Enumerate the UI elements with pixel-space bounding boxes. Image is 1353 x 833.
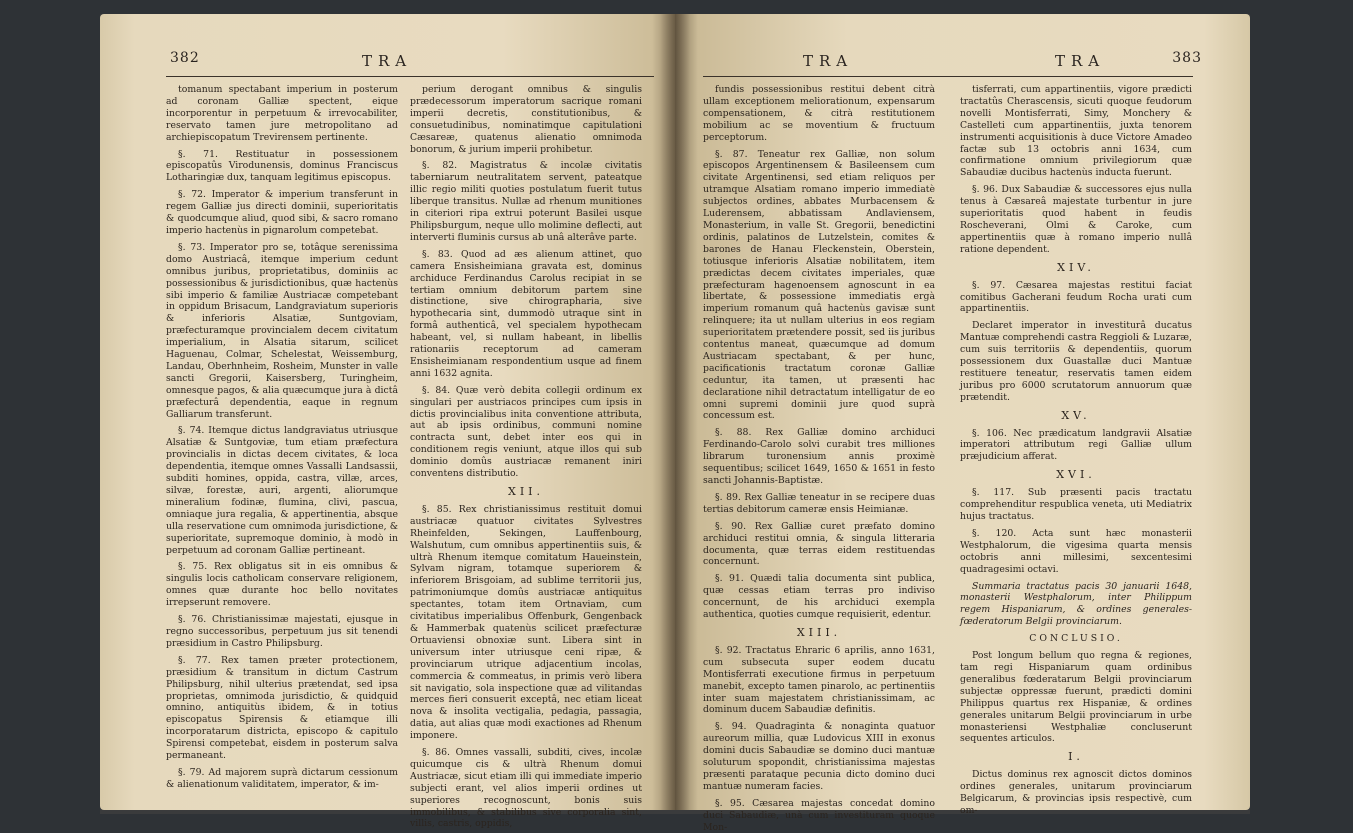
paragraph: §. 74. Itemque dictus landgraviatus utriusque Alsatiæ & Suntgoviæ, tum etiam præfectura provincialis in dictas decem civitates, & loca dependentia, itemque omnes Vassalli Landsassii, subditi homines, oppida, castra, villæ, arces, silvæ, forestæ, auri, argenti, aliorumque mineralium fodinæ, flumina, clivi, pascua, omniaque jura regalia, & appertinentia, absque ulla reservatione cum omnimoda jurisdictione, & superioritate, supremoque dominio, à modò in perpetuum ad coronam Galliæ pertineant.: [166, 425, 398, 556]
paragraph: §. 79. Ad majorem suprà dictarum cessionum & alienationum validitatem, imperator, & im-: [166, 766, 398, 790]
paragraph: §. 87. Teneatur rex Galliæ, non solum episcopos Argentinensem & Basileensem cum civitate Argentinensi, sed etiam reliquos per utramque Alsatiam romano imperio immediatè subjectos ordines, abbates Murbacensem & Luderensem, abbatissam Andlaviensem, Monasterium, in valle St. Gregorii, benedictini ordinis, palatinos de Lutzelstein, comites & barones de Hanau Fleckenstein, Oberstein, totiusque inferioris Alsatiæ nobilitatem, item prædictas decem civitates imperiales, quæ præfecturam hagenoensem agnoscunt in ea libertate, & possessione immediatis ergà imperium romanum quâ hactenùs gavisæ sunt relinquere; ita ut nullam ulterius in eos regiam superioritatem prætendere possit, sed iis juribus contentus maneat, quæcumque ad domum Austriacam spectabant, & per hunc, pacificationis tractatum coronæ Galliæ ceduntur, ita tamen, ut præsenti hac declaratione nihil detractatum intelligatur de eo omni supremi dominii jure quod suprà concessum est.: [703, 148, 935, 422]
paragraph: §. 89. Rex Galliæ teneatur in se recipere duas tertias debitorum cameræ ensis Heimianæ.: [703, 491, 935, 515]
section-heading: XV.: [1061, 408, 1091, 422]
book-spread: [100, 14, 1250, 833]
section-heading: XVI.: [1056, 468, 1096, 482]
paragraph: §. 85. Rex christianissimus restituit domui austriacæ quatuor civitates Sylvestres Rheinfelden, Sekingen, Lauffenbourg, Walshutum, cum omnibus appertinentiis suis, & ultrà Rhenum itemque comitatum Haueinstein, Sylvam nigram, totamque superiorem & inferiorem Brisgoiam, ad sublime territorii jus, patrimoniumque domûs austriacæ antiquitus spectantes, totam item Ortnaviam, cum civitatibus imperialibus Offenburk, Gengenback & Hammerbak quatenùs scilicet præfecturæ Ortuaviensi obnoxiæ sunt. Libera sint in universum inter utriusque ceni ripæ, & provinciarum utrique adjacentium incolas, commercia & commeatus, in primis verò libera sit navigatio, sola inspectione quæ ad vilitandas merces fieri consuerit exceptâ, nec etiam liceat nova & insolita vectigalia, pedagia, passagia, datia, aut alias quæ modi exactiones ad Rhenum imponere.: [410, 503, 642, 742]
left-page-number: 382: [170, 50, 200, 66]
right-page-header: [675, 50, 1250, 78]
paragraph: §. 76. Christianissimæ majestati, ejusque in regno successoribus, perpetuum jus sit tenendi præsidium in Castro Philipsburg.: [166, 614, 398, 649]
paragraph: §. 71. Restituatur in possessionem episcopatûs Virodunensis, dominus Franciscus Lotharingiæ dux, tanquam legitimus episcopus.: [166, 148, 398, 184]
paragraph: fundis possessionibus restitui debent citrà ullam exceptionem meliorationum, expensarum compensationem, & citrà restitutionem mobilium ac se moventium & fructuum perceptorum.: [703, 84, 935, 143]
paragraph: §. 120. Acta sunt hæc monasterii Westphalorum, die vigesima quarta mensis octobris anni millesimi, sexcentesimi quadragesimi octavi.: [960, 527, 1192, 575]
paragraph: §. 73. Imperator pro se, totâque serenissima domo Austriacâ, itemque imperium cedunt omnibus juribus, proprietatibus, dominiis ac possessionibus & jurisdictionibus, quæ hactenùs sibi imperio & familiæ Austriacæ competebant in oppidum Brisacum, Landgraviatum superioris & inferioris Alsatiæ, Suntgoviam, præfecturamque provincialem decem civitatum imperialium, in Alsatia sitarum, scilicet Haguenau, Colmar, Schelestat, Weissemburg, Landau, Oberhnheim, Rosheim, Munster in valle sancti Gregorii, Kaisersberg, Turingheim, omnesque pagos, & alia quæcumque jura à dictâ præfecturâ dependentia, eaque in regnum Galliarum transferunt.: [166, 241, 398, 420]
paragraph: tisferrati, cum appartinentiis, vigore prædicti tractatûs Cherascensis, sicuti quoque feudorum novelli Montisferrati, Simy, Monchery & Castelleti cum appartinentiis, juxta tenorem instrumenti acquisitionis à duce Victore Amadeo factæ sub 13 octobris anni 1634, cum confirmatione omnium privilegiorum quæ Sabaudiæ ducibus hactenùs inducta fuerunt.: [960, 84, 1192, 179]
paragraph: Post longum bellum quo regna & regiones, tam regi Hispaniarum quam ordinibus generalibus fœderatarum Belgii provinciarum subjectæ oppressæ fuerunt, prædicti domini Philippus quartus rex Hispaniæ, & ordines generales unitarum Belgii provinciarum in urbe monasteriensi Westphaliæ concluserunt sequentes articulos.: [960, 650, 1192, 745]
paragraph: §. 90. Rex Galliæ curet præfato domino archiduci restitui omnia, & singula litteraria documenta, quæ terras eidem restituendas concernunt.: [703, 520, 935, 568]
paragraph: §. 94. Quadraginta & nonaginta quatuor aureorum millia, quæ Ludovicus XIII in exonus domini ducis Sabaudiæ se domino duci mantuæ soluturum spopondit, christianissima majestas præsenti parataque pecunia dicto domino duci mantuæ numeram facies.: [703, 721, 935, 792]
left-page-header: [100, 50, 675, 78]
paragraph: perium derogant omnibus & singulis prædecessorum imperatorum sacrique romani imperii decretis, constitutionibus, & consuetudinibus, nominatimque capitulationi Cæsareæ, quatenus alienatio omnimoda bonorum, & jurium imperii prohibetur.: [410, 84, 642, 155]
paragraph: §. 95. Cæsarea majestas concedat domino duci Sabaudiæ, unà cum investituram quoque Mon-: [703, 797, 935, 833]
conclusio-heading: CONCLUSIO.: [1029, 633, 1123, 645]
paragraph: Dictus dominus rex agnoscit dictos dominos ordines generales, unitarum provinciarum Belgicarum, & provincias ipsis respectivè, cum om-: [960, 769, 1192, 816]
paragraph: §. 92. Tractatus Ehraric 6 aprilis, anno 1631, cum subsecuta super eodem ducatu Montisferrati executione firmus in perpetuum manebit, excepto tamen pinarolo, ac pertinentiis inter suam majestatem christianissimam, ac dominum ducem Sabaudiæ definitis.: [703, 644, 935, 716]
paragraph: §. 72. Imperator & imperium transferunt in regem Galliæ jus directi dominii, superioritatis & quodcumque aliud, quod sibi, & sacro romano imperio hactenùs in pignarolum competebat.: [166, 189, 398, 236]
right-running-head: TRA: [803, 52, 854, 70]
section-heading: XII.: [507, 485, 545, 498]
right-page-number: 383: [1172, 50, 1202, 66]
paragraph: §. 91. Quædi talia documenta sint publica, quæ cessas etiam terras pro indiviso concernunt, de his archiduci exempla authentica, quoties cumque requisierit, edentur.: [703, 573, 935, 621]
italic-summary-note: Summaria tractatus pacis 30 januarii 1648, monasterii Westphalorum, inter Philippum regem Hispaniarum, & ordines generales-fœderatorum Belgii provinciarum.: [960, 580, 1192, 628]
section-heading: XIV.: [1057, 260, 1095, 274]
paragraph: §. 75. Rex obligatus sit in eis omnibus & singulis locis catholicam conservare religionem, omnes quæ durante hoc bello novitates irrepserunt removere.: [166, 561, 398, 609]
left-page: [100, 14, 675, 830]
paragraph: Declaret imperator in investiturâ ducatus Mantuæ comprehendi castra Reggioli & Luzaræ, cum suis territoriis & dependentiis, quorum possessionem dux Guastallæ duci Mantuæ restituere teneatur, reservatis tamen eidem juribus pro 6000 scrutatorum annuorum quæ prætendit.: [960, 320, 1192, 403]
right-page: [675, 14, 1250, 833]
paragraph: §. 82. Magistratus & incolæ civitatis taberniarum neutralitatem servent, pateatque illic regio militi quoties postulatum fuerit tutus liberque transitus. Nullæ ad rhenum munitiones in citeriori ripa extrui poterunt Basilei usque Philipsburgum, neque ullo molimine deflecti, aut interverti fluminis cursus ab unâ alterâve parte.: [410, 160, 642, 243]
section-heading: I.: [1068, 750, 1084, 764]
paragraph: §. 106. Nec prædicatum landgravii Alsatiæ imperatori attributum regi Galliæ ullum præjudicium afferat.: [960, 427, 1192, 463]
paragraph: §. 84. Quæ verò debita collegii ordinum ex singulari per austriacos principes cum ipsis in dictis provincialibus inita conventione attributa, aut ab ipsis ordinibus, communi nomine contracta sunt, debet inter eos qui in conditionem regis veniunt, atque illos qui sub dominio domûs austriacæ remanent iniri conventens distributio.: [410, 384, 642, 480]
right-column-1: [703, 84, 935, 833]
book-gutter: [660, 14, 690, 810]
paragraph: tomanum spectabant imperium in posterum ad coronam Galliæ spectent, eique incorporentur in perpetuum & irrevocabiliter, reservato tamen jure metropolitano ad archiepiscopatum Trevirensem pertinente.: [166, 84, 398, 143]
left-column-2: [410, 84, 642, 830]
left-header-rule: [166, 76, 654, 77]
paragraph: §. 97. Cæsarea majestas restitui faciat comitibus Gacherani feudum Rocha urati cum appartinentiis.: [960, 279, 1192, 315]
paragraph: §. 117. Sub præsenti pacis tractatu comprehenditur respublica veneta, uti Mediatrix hujus tractatus.: [960, 487, 1192, 522]
paragraph: §. 86. Omnes vassalli, subditi, cives, incolæ quicumque cis & ultrà Rhenum domui Austriacæ, sicut etiam illi qui immediate imperio subjecti erant, vel alios imperii ordines ut superiores recognoscunt, bonis suis immobilibus, & stabilibus sive corporalia sint, villis, castris, oppidis,: [410, 747, 642, 830]
paragraph: §. 96. Dux Sabaudiæ & successores ejus nulla tenus à Cæsareâ majestate turbentur in jure superioritatis quod habent in feudis Roscheverani, Olmi & Caroke, cum appertinentiis quæ à romano imperio nullâ ratione dependent.: [960, 184, 1192, 255]
right-column-2: [960, 84, 1192, 816]
right-running-head-2: TRA: [1055, 52, 1106, 70]
paragraph: §. 88. Rex Galliæ domino archiduci Ferdinando-Carolo solvi curabit tres milliones librarum turonensium annis proximè sequentibus; scilicet 1649, 1650 & 1651 in festo sancti Johannis-Baptistæ.: [703, 427, 935, 486]
right-header-rule: [703, 76, 1193, 77]
left-column-1: [166, 84, 398, 790]
paragraph: §. 77. Rex tamen præter protectionem, præsidium & transitum in dictum Castrum Philipsburg, nihil ulterius prætendat, sed ipsa proprietas, omnimoda jurisdictio, & quidquid omnino, antiquitùs ibidem, & in totius episcopatus Spirensis & etiamque illi incorporatarum districta, episcopo & capitulo Spirensi competebat, eisdem in posterum salva permaneant.: [166, 654, 398, 762]
paragraph: §. 83. Quod ad æs alienum attinet, quo camera Ensisheimiana gravata est, dominus archiduce Ferdinandus Carolus recipiat in se tertiam omnium debitorum partem sine distinctione, sive chirographaria, sive hypothecaria sint, dummodò utraque sint in formâ authenticâ, vel specialem hypothecam habeant, vel, si nullam habeant, in libellis rationariis receptorum ad cameram Ensisheimianam respondentium usque ad finem anni 1632 agnita.: [410, 248, 642, 379]
section-heading: XIII.: [796, 625, 842, 639]
left-running-head: TRA: [362, 52, 413, 70]
